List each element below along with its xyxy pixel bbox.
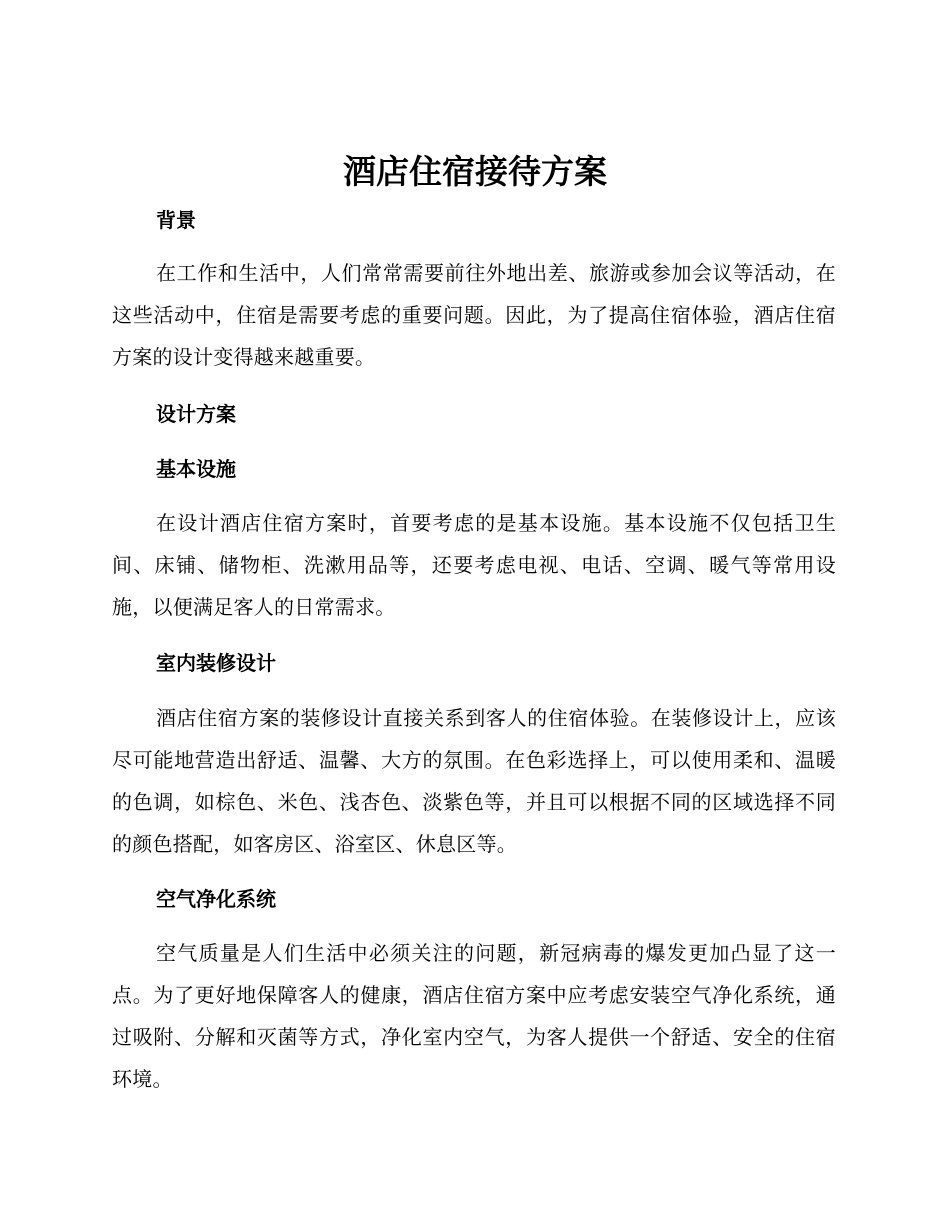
section-heading-basic-facilities: 基本设施: [156, 457, 236, 481]
section-heading-air-purification: 空气净化系统: [156, 887, 276, 911]
document-title: 酒店住宿接待方案: [343, 152, 607, 191]
section-heading-design-plan: 设计方案: [156, 402, 236, 426]
section-paragraph-background: 在工作和生活中，人们常常需要前往外地出差、旅游或参加会议等活动，在这些活动中，住宿是需要考虑的重要问题。因此，为了提高住宿体验，酒店住宿方案的设计变得越来越重要。: [112, 261, 836, 369]
section-paragraph-air-purification: 空气质量是人们生活中必须关注的问题，新冠病毒的爆发更加凸显了这一点。为了更好地保障客人的健康，酒店住宿方案中应考虑安装空气净化系统，通过吸附、分解和灭菌等方式，净化室内空气，为客人提供一个舒适、安全的住宿环境。: [112, 941, 836, 1091]
section-heading-background: 背景: [156, 208, 196, 232]
section-heading-interior-design: 室内装修设计: [156, 651, 276, 675]
section-paragraph-interior-design: 酒店住宿方案的装修设计直接关系到客人的住宿体验。在装修设计上，应该尽可能地营造出舒适、温馨、大方的氛围。在色彩选择上，可以使用柔和、温暖的色调，如棕色、米色、浅杏色、淡紫色等，并且可以根据不同的区域选择不同的颜色搭配，如客房区、浴室区、休息区等。: [112, 706, 836, 856]
section-paragraph-basic-facilities: 在设计酒店住宿方案时，首要考虑的是基本设施。基本设施不仅包括卫生间、床铺、储物柜、洗漱用品等，还要考虑电视、电话、空调、暖气等常用设施，以便满足客人的日常需求。: [112, 511, 836, 619]
